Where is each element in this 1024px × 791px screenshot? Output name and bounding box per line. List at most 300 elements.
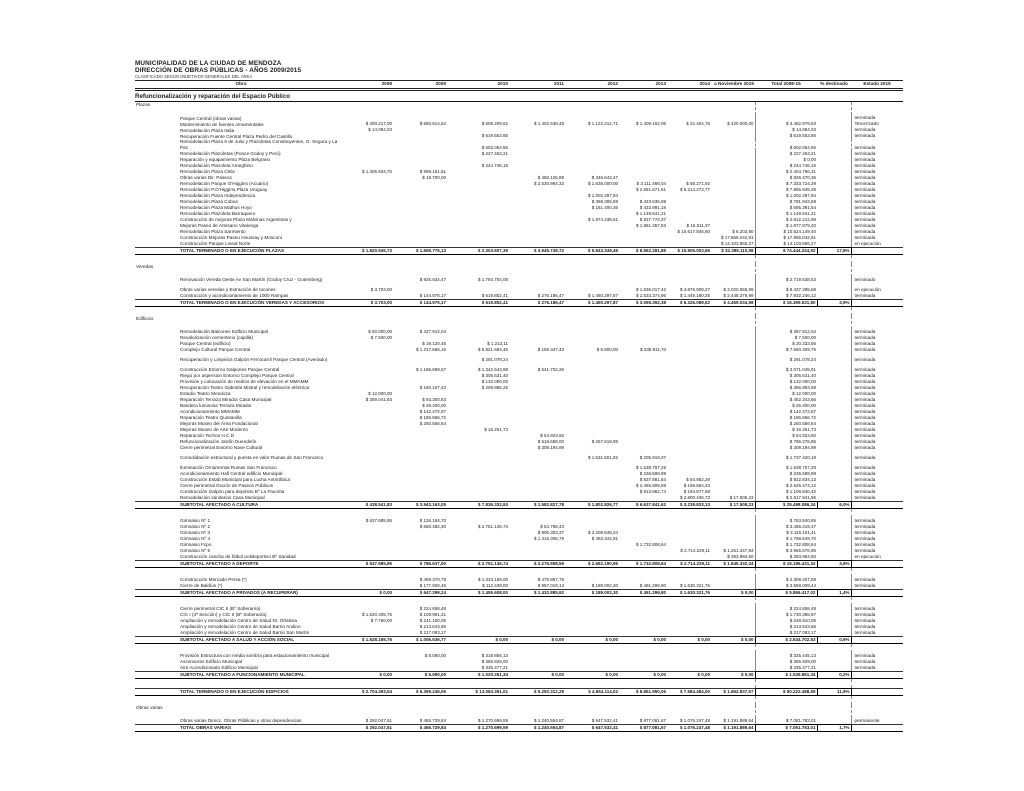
obra-name: Estudio Teatro Mendoza (180, 391, 231, 396)
total-value (755, 567, 817, 577)
year-value: $ 6.202,80 (732, 228, 754, 234)
column-header-row (135, 81, 903, 90)
obra-name: Remodelación P.O'Higgins,Plaza Uruguay (180, 187, 268, 192)
year-value: $ 158.347,43 (537, 346, 565, 352)
year-value: $ 2.714.229,11 (667, 560, 711, 567)
year-value: $ 0,00 (347, 671, 393, 678)
year-value (347, 139, 393, 150)
estado-value: terminada (851, 373, 903, 379)
year-value (667, 102, 711, 116)
year-value (447, 508, 509, 518)
spacer-row (135, 643, 903, 653)
total-value: $ 1.108.840,42 (755, 489, 817, 495)
year-value: $ 3.943.163,05 (393, 501, 447, 508)
year-value: $ 327.912,04 (419, 328, 447, 334)
obra-name: Cierre perimetral Dcción de Paseos Públicos (180, 483, 274, 488)
section-label-row (135, 102, 903, 116)
estado-value (851, 671, 903, 678)
obra-name: SUBTOTAL AFECTADO A CULTURA (179, 501, 347, 508)
year-value (447, 567, 509, 577)
year-value: $ 0,00 (565, 671, 619, 678)
obra-name: Iluminación Ornamental Ruinas San Francisco (180, 465, 277, 470)
total-value: $ 20.333,56 (755, 341, 817, 347)
year-value: $ 1.645.332,34 (711, 560, 755, 567)
year-value: $ 2.704.393,54 (347, 688, 393, 695)
year-value (667, 508, 711, 518)
total-value: $ 3.115.151,41 (755, 530, 817, 536)
year-value: $ 1.342.643,98 (477, 366, 509, 372)
year-value (619, 254, 667, 264)
total-row (135, 671, 903, 678)
year-value: $ 469.370,79 (419, 576, 447, 582)
total-value: $ 7.061.783,01 (755, 718, 817, 725)
total-value: $ 248.910,05 (755, 618, 817, 624)
year-value: $ 475.867,79 (537, 576, 565, 582)
total-value: $ 74.444.244,92 (755, 247, 817, 254)
total-value: $ 7.932.246,12 (755, 293, 817, 300)
total-value (755, 254, 817, 264)
estado-value (851, 501, 903, 508)
estado-value: terminada (851, 211, 903, 217)
pct-value (817, 567, 851, 577)
year-value: $ 1.020.261,34 (447, 671, 509, 678)
year-value: $ 619.852,41 (447, 299, 509, 306)
obra-name: Construcción Mejoras Paseo Houssay y Mosconi (180, 235, 282, 240)
total-value: $ 26.400,00 (755, 403, 817, 409)
year-value: $ 14.094,03 (368, 127, 393, 133)
year-value: $ 60.000,00 (368, 328, 393, 334)
year-value (347, 264, 393, 277)
year-value (619, 643, 667, 653)
estado-value: terminada (851, 477, 903, 483)
year-value (565, 678, 619, 688)
column-header: 2012 (565, 81, 619, 90)
total-value: $ 7.500,00 (755, 335, 817, 341)
pct-value: 3,9% (817, 299, 851, 306)
obra-name: SUBTOTAL AFECTADO A PRIVADOS (A RECUPERAR) (179, 589, 347, 596)
year-value: $ 109.991,21 (419, 611, 447, 617)
total-value: $ 8.437.285,68 (755, 287, 817, 293)
year-value (711, 139, 755, 150)
year-value (393, 567, 447, 577)
total-value: $ 826.470,36 (755, 175, 817, 181)
year-value (711, 264, 755, 277)
estado-value: terminada (851, 427, 903, 433)
year-value: $ 619.553,85 (481, 133, 509, 139)
year-value (393, 102, 447, 116)
year-value: $ 1.732.808,64 (619, 560, 667, 567)
year-value (711, 316, 755, 329)
obra-name: Construcción Mercado Persa (*) (180, 577, 247, 582)
year-value: $ 1.343.169,00 (477, 576, 509, 582)
section-label (135, 567, 179, 577)
year-value: $ 6.590,00 (393, 671, 447, 678)
year-value: $ 276.186,47 (537, 292, 565, 298)
total-value: $ 213.643,86 (755, 624, 817, 630)
estado-value: terminada (851, 577, 903, 583)
year-value: $ 1.533.374,96 (635, 292, 667, 298)
year-value (619, 316, 667, 329)
total-value: $ 3.071.045,91 (755, 367, 817, 373)
year-value (619, 508, 667, 518)
year-value (509, 306, 565, 316)
year-value: $ 12.000,00 (368, 390, 393, 396)
obra-name: Remodelación Plaza Cobos (180, 199, 238, 204)
estado-value: terminada (851, 223, 903, 229)
estado-value (851, 299, 903, 306)
total-value: $ 16.261,73 (755, 427, 817, 433)
year-value (393, 596, 447, 606)
year-value: $ 2.751.146,74 (447, 560, 509, 567)
total-value: $ 291.078,24 (755, 357, 817, 363)
year-value (347, 695, 393, 705)
total-value: $ 260.556,64 (755, 421, 817, 427)
total-value: $ 7.550.409,75 (755, 347, 817, 353)
year-value: $ 2.208.848,04 (587, 529, 619, 535)
estado-value: terminada (851, 624, 903, 630)
estado-value (851, 695, 903, 705)
year-value (565, 102, 619, 116)
total-value: $ 305.631,40 (755, 373, 817, 379)
estado-value: terminada (851, 187, 903, 193)
year-value: $ 1.409.152,06 (635, 121, 667, 127)
year-value: $ 465.729,84 (393, 724, 447, 731)
year-value (509, 567, 565, 577)
year-value: $ 161.400,36 (591, 204, 619, 210)
document-subtitle: DIRECCIÓN DE OBRAS PÚBLICAS - AÑOS 2009/2015 (135, 67, 302, 75)
estado-value: permanente (851, 718, 903, 725)
estado-value: terminada (851, 397, 903, 403)
year-value: $ 602.054,56 (481, 144, 509, 150)
year-value: $ 32.395.110,98 (711, 247, 755, 254)
year-value (711, 678, 755, 688)
year-value: $ 420.000,00 (727, 121, 754, 127)
year-value: $ 1.240.554,87 (509, 724, 565, 731)
obra-name: Construcción Entorno Galpones Parque Central (180, 367, 280, 372)
estado-value (851, 560, 903, 567)
year-value: $ 1.460.297,87 (587, 292, 619, 298)
year-value: $ 14.103.865,27 (720, 240, 754, 246)
estado-value (851, 589, 903, 596)
year-value: $ 1.449.180,25 (679, 292, 711, 298)
estado-value (851, 688, 903, 695)
year-value: $ 1.315.306,79 (533, 535, 565, 541)
obra-name: Obras varias Dir. Paseos (180, 175, 232, 180)
year-value: $ 3.703,00 (347, 299, 393, 306)
section-label (135, 254, 179, 264)
year-value: $ 1.793.704,06 (477, 276, 509, 282)
year-value (447, 316, 509, 329)
obra-name (179, 596, 347, 606)
section-label (135, 671, 179, 678)
year-value (447, 264, 509, 277)
year-value (347, 643, 393, 653)
obra-name: SUBTOTAL AFECTADO A FUNCIONAMIENTO MUNICIPAL (179, 671, 347, 678)
obra-name: Reparación Teatro Quintanilla (180, 415, 242, 420)
total-value: $ 142.472,87 (755, 409, 817, 415)
year-value: $ 54.788,43 (540, 523, 565, 529)
year-value: $ 236.599,99 (639, 470, 667, 476)
spacer-row (135, 695, 903, 705)
year-value: $ 13.063.351,01 (447, 688, 509, 695)
year-value (447, 596, 509, 606)
table-header (135, 81, 903, 90)
year-value: $ 144.975,17 (419, 292, 447, 298)
table-row (135, 139, 903, 150)
year-value: $ 637.685,95 (365, 517, 393, 523)
year-value: $ 937.774,37 (639, 216, 667, 222)
obra-name: Remodelación Plaza Chile (180, 169, 235, 174)
year-value: $ 1.662.837,57 (711, 688, 755, 695)
year-value: $ 1.802.826,77 (565, 501, 619, 508)
year-value: $ 1.536.017,42 (635, 286, 667, 292)
pct-value: 6,0% (817, 501, 851, 508)
pct-value (817, 254, 851, 264)
year-value: $ 2.276.598,59 (509, 560, 565, 567)
obra-name: Bandera luminosa Terraza Mirador (180, 403, 252, 408)
estado-value: en ejecución (851, 287, 903, 293)
estado-value: terminada (851, 618, 903, 624)
section-label (135, 247, 179, 254)
year-value (447, 254, 509, 264)
year-value: $ 260.556,64 (419, 420, 447, 426)
estado-value: terminada (851, 391, 903, 397)
column-header: Obra (135, 81, 347, 90)
year-value (619, 596, 667, 606)
year-value: $ 56.271,92 (686, 180, 711, 186)
year-value (711, 254, 755, 264)
total-value: $ 7.061.783,01 (755, 724, 817, 731)
total-value (755, 264, 817, 277)
year-value: $ 93.300,83 (422, 396, 447, 402)
year-value (509, 316, 565, 329)
year-value: $ 0,00 (509, 671, 565, 678)
obra-name: Ampliación y remodelación Centro de Salud Barrio San Martín (180, 630, 310, 635)
year-value (347, 705, 393, 718)
obra-name: Renovación Vereda Oeste Av San Martín (Godoy Cruz - Gutemberg) (180, 277, 323, 282)
estado-value: terminada (851, 409, 903, 415)
total-value: $ 2.625.474,12 (755, 483, 817, 489)
year-value (565, 705, 619, 718)
year-value (711, 695, 755, 705)
year-value: $ 0,00 (619, 671, 667, 678)
estado-value (851, 264, 903, 277)
column-header: 2014 (667, 81, 711, 90)
obra-name: Provisión y colocación de medios de elevación en el MMAMM (180, 379, 309, 384)
obra-name: Construcción cancha de fútbol polideportivo Bº Sanidad (180, 554, 296, 559)
year-value: $ 0,00 (565, 636, 619, 643)
obra-name: TOTAL TERMINADO O EN EJECUCIÓN EDIFICIOS (179, 688, 347, 695)
section-label (135, 508, 179, 518)
pct-value (817, 705, 851, 718)
total-value: $ 786.276,95 (755, 439, 817, 445)
year-value: $ 3.069.392,38 (619, 299, 667, 306)
obra-name (179, 102, 347, 116)
year-value: $ 3.703,00 (370, 286, 393, 292)
year-value: $ 5.821.684,46 (477, 346, 509, 352)
obra-name: Construcción Estab.Municipal para Lucha Antirrábica (180, 477, 290, 482)
total-value: $ 54.923,60 (755, 433, 817, 439)
total-value (755, 316, 817, 329)
pct-value: 17,6% (817, 247, 851, 254)
total-row (135, 589, 903, 596)
year-value: $ 0,00 (711, 671, 755, 678)
section-label-row (135, 705, 903, 718)
year-value: $ 309.194,99 (537, 444, 565, 450)
obra-name: Cierre perimetral CIC II (Bº Soberanía) (180, 606, 261, 611)
section-label (135, 724, 179, 731)
year-value: $ 1.406.634,70 (361, 168, 393, 174)
obra-name: Remodelación Plaza Italia (180, 127, 235, 133)
year-value (565, 508, 619, 518)
year-value: $ 1.076.247,48 (679, 717, 711, 723)
year-value: $ 0,00 (711, 589, 755, 596)
pct-value: 1,4% (817, 589, 851, 596)
column-header: 2011 (509, 81, 565, 90)
obra-name: TOTAL OBRAS VARIAS (179, 724, 347, 731)
year-value: $ 998.161,61 (419, 168, 447, 174)
year-value (619, 306, 667, 316)
total-value: $ 10.624.149,40 (755, 229, 817, 235)
estado-value: terminada (851, 495, 903, 502)
year-value: $ 2.448.378,99 (723, 292, 754, 298)
year-value: $ 338.911,70 (640, 346, 667, 352)
year-value (347, 306, 393, 316)
estado-value (851, 254, 903, 264)
year-value (447, 102, 509, 116)
estado-value: terminada (851, 606, 903, 612)
year-value: $ 647.532,41 (591, 717, 619, 723)
total-value: $ 1.149.641,21 (755, 211, 817, 217)
year-value: $ 400.217,00 (365, 121, 393, 127)
year-value: $ 54.923,60 (540, 432, 565, 438)
total-value (755, 705, 817, 718)
section-label (135, 636, 179, 643)
total-value: $ 1.732.808,64 (755, 542, 817, 548)
total-value: $ 12.000,00 (755, 391, 817, 397)
year-value (393, 678, 447, 688)
estado-value: terminada (851, 335, 903, 341)
year-value: $ 0,00 (509, 636, 565, 643)
total-value: $ 14.094,03 (755, 127, 817, 133)
section-label (135, 688, 179, 695)
year-value (667, 643, 711, 653)
year-value: $ 1.531.501,82 (587, 454, 619, 460)
year-value: $ 913.962,74 (639, 488, 667, 494)
section-title: Refuncionalización y reparación del Espacio Público (135, 90, 903, 102)
obra-name (179, 643, 347, 653)
estado-value: terminada (851, 518, 903, 524)
estado-value: terminada (851, 217, 903, 223)
year-value: $ 8.562.281,85 (619, 247, 667, 254)
estado-value: terminada (851, 465, 903, 471)
year-value: $ 1.638.757,29 (635, 464, 667, 470)
obra-name: Consolidación estructural y puesta en valor Ruinas de San Francisco (180, 455, 324, 460)
estado-value: terminada (851, 542, 903, 548)
estado-value (851, 636, 903, 643)
year-value: $ 244.746,15 (481, 162, 509, 168)
year-value: $ 3.945.749,72 (509, 247, 565, 254)
year-value: $ 465.729,84 (419, 717, 447, 723)
year-value: $ 189.002,30 (565, 589, 619, 596)
year-value (509, 678, 565, 688)
year-value: $ 0,00 (447, 636, 509, 643)
spacer-row (135, 508, 903, 518)
obra-name (179, 508, 347, 518)
estado-value: terminado (851, 277, 903, 283)
obra-name: Construcción y acondicionamiento de 1000 Rampas (180, 293, 289, 298)
pct-value: 0,2% (817, 671, 851, 678)
year-value: $ 2.020.655,99 (723, 286, 754, 292)
estado-value: terminada (851, 433, 903, 439)
year-value (667, 678, 711, 688)
obra-name: Ampliación y remodelación Centro de Salud Barrio Andino (180, 624, 301, 629)
year-value: $ 491.299,80 (619, 589, 667, 596)
pct-value: 3,6% (817, 560, 851, 567)
estado-value: terminada (851, 524, 903, 530)
year-value (667, 306, 711, 316)
pct-value (817, 306, 851, 316)
spacer-row (135, 596, 903, 606)
pct-value (817, 678, 851, 688)
year-value: $ 4.469.034,98 (711, 299, 755, 306)
year-value (393, 705, 447, 718)
total-value: $ 3.558.009,44 (755, 583, 817, 590)
year-value (619, 695, 667, 705)
document-title: MUNICIPALIDAD DE LA CIUDAD DE MENDOZA (135, 60, 282, 67)
total-value: $ 2.308.407,58 (755, 577, 817, 583)
year-value (667, 264, 711, 277)
total-value: $ 7.333.724,29 (755, 181, 817, 187)
total-value (755, 508, 817, 518)
year-value: $ 1.668.776,13 (393, 247, 447, 254)
estado-value: Tercerizado (851, 121, 903, 127)
year-value (393, 139, 447, 150)
year-value: $ 2.465.809,69 (635, 482, 667, 488)
total-value: $ 3.456.419,47 (755, 524, 817, 530)
year-value: $ 0,00 (667, 671, 711, 678)
total-value: $ 3.965.576,95 (755, 548, 817, 554)
obra-name: Gimnasio Nº 1 (180, 518, 211, 523)
section-label: Plazas (136, 102, 151, 108)
year-value (619, 264, 667, 277)
total-value: $ 132.000,00 (755, 379, 817, 385)
year-value: $ 241.150,05 (419, 617, 447, 623)
year-value (509, 254, 565, 264)
year-value: $ 1.460.297,87 (565, 299, 619, 306)
total-value (755, 102, 817, 116)
year-value: $ 17.505,23 (711, 501, 755, 508)
total-value: $ 227.463,21 (755, 151, 817, 157)
year-value: $ 1.149.641,21 (635, 210, 667, 216)
total-value: $ 1.730.396,97 (755, 612, 817, 618)
year-value (711, 102, 755, 116)
total-value: $ 366.993,68 (755, 385, 817, 391)
year-value: $ 619.852,41 (481, 292, 509, 298)
total-value: $ 3.482.979,63 (755, 121, 817, 127)
obra-name: Mejoras Museo del Área Fundacional (180, 421, 258, 426)
estado-value: terminada (851, 665, 903, 672)
estado-value (851, 102, 903, 116)
estado-value (851, 306, 903, 316)
year-value: $ 17.505,23 (729, 494, 754, 500)
estado-value: terminada (851, 439, 903, 445)
year-value: $ 132.000,00 (481, 378, 509, 384)
year-value: $ 19.120,45 (422, 340, 447, 346)
year-value: $ 5.292.312,29 (509, 688, 565, 695)
year-value: $ 609.209,62 (481, 121, 509, 127)
estado-value: terminada (851, 659, 903, 665)
